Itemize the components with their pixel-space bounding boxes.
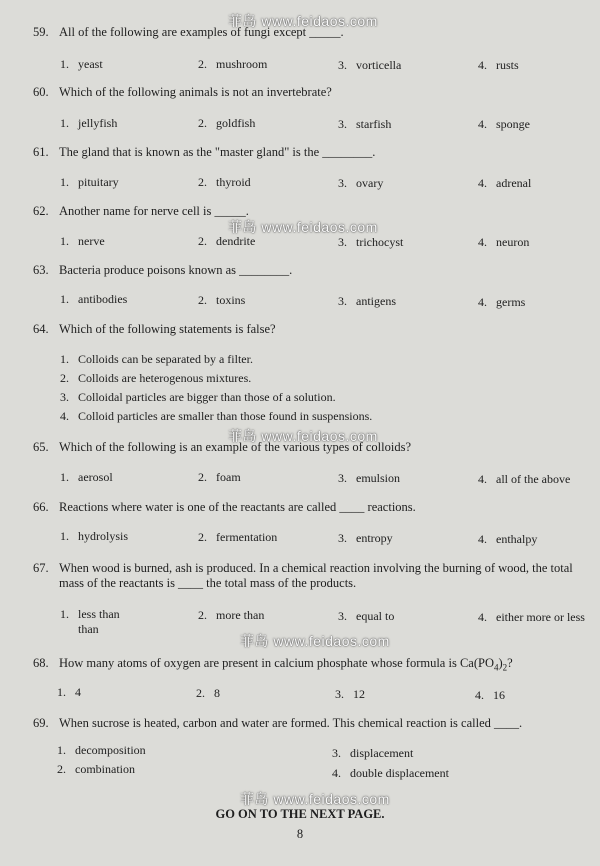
option-number: 3.	[338, 471, 347, 485]
option-number: 4.	[478, 235, 487, 249]
option-text: less than	[78, 607, 120, 621]
question-number: 68.	[33, 656, 49, 670]
option-number: 2.	[60, 371, 69, 385]
option-2[interactable]	[198, 530, 277, 545]
option-number: 3.	[335, 687, 344, 701]
option-4[interactable]	[478, 176, 531, 191]
question-stem: Reactions where water is one of the reactants are called ____ reactions.	[59, 500, 416, 514]
watermark: 菲岛 www.feidaos.com	[228, 428, 378, 444]
option-text: trichocyst	[356, 235, 404, 249]
option-3[interactable]	[332, 746, 413, 761]
option-text: yeast	[78, 57, 103, 71]
option-2[interactable]	[60, 371, 251, 386]
question-59	[33, 25, 344, 40]
formula-subscript: 4	[493, 662, 499, 673]
option-text: entropy	[356, 531, 393, 545]
option-text: 16	[493, 688, 505, 702]
option-text: adrenal	[496, 176, 532, 190]
option-1[interactable]	[60, 175, 119, 190]
option-2[interactable]	[198, 175, 251, 190]
option-4[interactable]	[478, 610, 585, 625]
option-text: equal to	[356, 609, 395, 623]
question-number: 66.	[33, 500, 49, 514]
question-stem: Which of the following statements is false?	[59, 322, 276, 336]
option-2[interactable]	[198, 234, 255, 249]
option-4[interactable]	[478, 117, 530, 132]
option-number: 2.	[198, 470, 207, 484]
next-page-instruction: GO ON TO THE NEXT PAGE.	[215, 807, 385, 821]
option-number: 2.	[198, 530, 207, 544]
option-text: jellyfish	[78, 116, 118, 130]
option-number: 3.	[338, 176, 347, 190]
option-number: 3.	[332, 746, 341, 760]
option-text: hydrolysis	[78, 529, 129, 543]
option-number: 1.	[60, 292, 69, 306]
option-4[interactable]	[60, 409, 372, 424]
option-1[interactable]	[60, 292, 127, 307]
option-text: enthalpy	[496, 532, 538, 546]
option-number: 4.	[478, 532, 487, 546]
option-number: 3.	[60, 390, 69, 404]
option-text: fermentation	[216, 530, 278, 544]
question-mark: ?	[507, 656, 513, 670]
option-text: 8	[214, 686, 220, 700]
option-number: 3.	[338, 294, 347, 308]
question-61	[33, 145, 375, 160]
option-number: 3.	[338, 609, 347, 623]
question-stem: When sucrose is heated, carbon and water are formed. This chemical reaction is called ____.	[59, 716, 523, 730]
watermark: 菲岛 www.feidaos.com	[228, 13, 378, 29]
option-number: 3.	[338, 117, 347, 131]
option-number: 1.	[60, 529, 69, 543]
option-number: 3.	[338, 235, 347, 249]
option-text: 4	[75, 685, 81, 699]
option-4[interactable]	[478, 295, 525, 310]
option-number: 1.	[60, 175, 69, 189]
question-65	[33, 440, 411, 455]
option-number: 4.	[332, 766, 341, 780]
option-text: Colloids can be separated by a filter.	[78, 352, 253, 366]
option-number: 1.	[60, 57, 69, 71]
question-64	[33, 322, 276, 337]
option-1[interactable]	[60, 234, 105, 249]
option-3[interactable]	[338, 117, 391, 132]
option-number: 1.	[60, 116, 69, 130]
formula-subscript: 2	[502, 662, 508, 673]
option-text: more than	[216, 608, 265, 622]
option-number: 4.	[478, 295, 487, 309]
option-3[interactable]	[335, 687, 365, 702]
option-text: sponge	[496, 117, 530, 131]
question-stem: The gland that is known as the "master gland" is the ________.	[59, 145, 376, 159]
option-text: vorticella	[356, 58, 402, 72]
option-number: 1.	[60, 234, 69, 248]
option-text: dendrite	[216, 234, 256, 248]
option-number: 4.	[60, 409, 69, 423]
option-text: foam	[216, 470, 241, 484]
option-text: antigens	[356, 294, 396, 308]
option-number: 2.	[198, 234, 207, 248]
option-text: emulsion	[356, 471, 400, 485]
option-number: 1.	[60, 607, 69, 621]
question-number: 64.	[33, 322, 49, 336]
option-text: rusts	[496, 58, 519, 72]
option-text: antibodies	[78, 292, 128, 306]
formula-part: (PO	[473, 656, 494, 670]
option-3[interactable]	[338, 609, 394, 624]
option-4[interactable]	[475, 688, 505, 703]
option-text: pituitary	[78, 175, 119, 189]
question-66	[33, 500, 416, 515]
question-stem: All of the following are examples of fungi except _____.	[59, 25, 344, 39]
option-text: combination	[75, 762, 135, 776]
option-1[interactable]	[60, 352, 253, 367]
question-number: 63.	[33, 263, 49, 277]
option-text: 12	[353, 687, 365, 701]
question-68	[33, 656, 513, 676]
option-text: either more or less	[496, 610, 585, 624]
option-number: 1.	[60, 352, 69, 366]
option-number: 2.	[198, 116, 207, 130]
option-4[interactable]	[478, 472, 570, 487]
question-stem: Which of the following is an example of the various types of colloids?	[59, 440, 411, 454]
option-3[interactable]	[338, 235, 403, 250]
option-1[interactable]	[60, 57, 103, 72]
option-number: 4.	[478, 472, 487, 486]
question-69	[33, 716, 522, 731]
option-number: 1.	[57, 685, 66, 699]
question-67	[33, 561, 573, 591]
option-number: 2.	[198, 293, 207, 307]
page-number: 8	[296, 827, 304, 841]
option-number: 1.	[60, 470, 69, 484]
option-3[interactable]	[338, 471, 400, 486]
question-number: 65.	[33, 440, 49, 454]
option-number: 3.	[338, 531, 347, 545]
option-number: 2.	[198, 57, 207, 71]
option-text: Colloid particles are smaller than those found in suspensions.	[78, 409, 373, 423]
question-stem-continued: mass of the reactants is ____ the total mass of the products.	[59, 576, 357, 590]
question-number: 61.	[33, 145, 49, 159]
option-2[interactable]	[57, 762, 135, 777]
question-number: 60.	[33, 85, 49, 99]
option-3[interactable]	[338, 531, 393, 546]
option-text: decomposition	[75, 743, 146, 757]
option-number: 4.	[475, 688, 484, 702]
option-text: thyroid	[216, 175, 251, 189]
option-number: 4.	[478, 117, 487, 131]
option-text: displacement	[350, 746, 414, 760]
option-4[interactable]	[478, 532, 537, 547]
option-text: starfish	[356, 117, 392, 131]
option-number: 1.	[57, 743, 66, 757]
option-1[interactable]	[60, 116, 117, 131]
option-number: 2.	[57, 762, 66, 776]
option-number: 4.	[478, 176, 487, 190]
option-1[interactable]	[57, 685, 81, 700]
option-3[interactable]	[338, 176, 383, 191]
question-63	[33, 263, 292, 278]
option-text: neuron	[496, 235, 530, 249]
option-text: toxins	[216, 293, 246, 307]
option-number: 2.	[198, 608, 207, 622]
question-stem: When wood is burned, ash is produced. In a chemical reaction involving the burning of wood, the total	[59, 561, 573, 575]
question-60	[33, 85, 332, 100]
watermark: 菲岛 www.feidaos.com	[240, 791, 390, 807]
option-1[interactable]	[60, 607, 120, 637]
option-text: double displacement	[350, 766, 449, 780]
option-3[interactable]	[60, 390, 336, 405]
question-62	[33, 204, 249, 219]
option-text: germs	[496, 295, 526, 309]
option-1[interactable]	[57, 743, 146, 758]
option-3[interactable]	[338, 58, 401, 73]
option-1[interactable]	[60, 529, 128, 544]
option-text-continued: than	[78, 622, 99, 636]
watermark: 菲岛 www.feidaos.com	[240, 633, 390, 649]
option-number: 4.	[478, 610, 487, 624]
option-text: Colloidal particles are bigger than those of a solution.	[78, 390, 336, 404]
option-2[interactable]	[198, 57, 267, 72]
question-stem: Bacteria produce poisons known as ________.	[59, 263, 293, 277]
option-2[interactable]	[198, 293, 245, 308]
option-text: mushroom	[216, 57, 268, 71]
question-stem: How many atoms of oxygen are present in calcium phosphate whose formula is Ca	[59, 656, 474, 670]
option-text: ovary	[356, 176, 384, 190]
option-text: Colloids are heterogenous mixtures.	[78, 371, 252, 385]
option-2[interactable]	[196, 686, 220, 701]
option-4[interactable]	[478, 58, 519, 73]
option-text: nerve	[78, 234, 105, 248]
formula-part: )	[498, 656, 503, 670]
option-4[interactable]	[332, 766, 449, 781]
question-number: 59.	[33, 25, 49, 39]
option-2[interactable]	[198, 608, 264, 623]
option-4[interactable]	[478, 235, 529, 250]
option-text: aerosol	[78, 470, 113, 484]
option-2[interactable]	[198, 116, 255, 131]
question-stem: Another name for nerve cell is _____.	[59, 204, 249, 218]
option-number: 2.	[196, 686, 205, 700]
option-text: all of the above	[496, 472, 571, 486]
watermark: 菲岛 www.feidaos.com	[228, 219, 378, 235]
option-3[interactable]	[338, 294, 396, 309]
question-number: 69.	[33, 716, 49, 730]
option-2[interactable]	[198, 470, 241, 485]
option-1[interactable]	[60, 470, 113, 485]
question-stem: Which of the following animals is not an invertebrate?	[59, 85, 332, 99]
option-text: goldfish	[216, 116, 256, 130]
option-number: 2.	[198, 175, 207, 189]
question-number: 62.	[33, 204, 49, 218]
option-number: 4.	[478, 58, 487, 72]
question-number: 67.	[33, 561, 49, 575]
option-number: 3.	[338, 58, 347, 72]
